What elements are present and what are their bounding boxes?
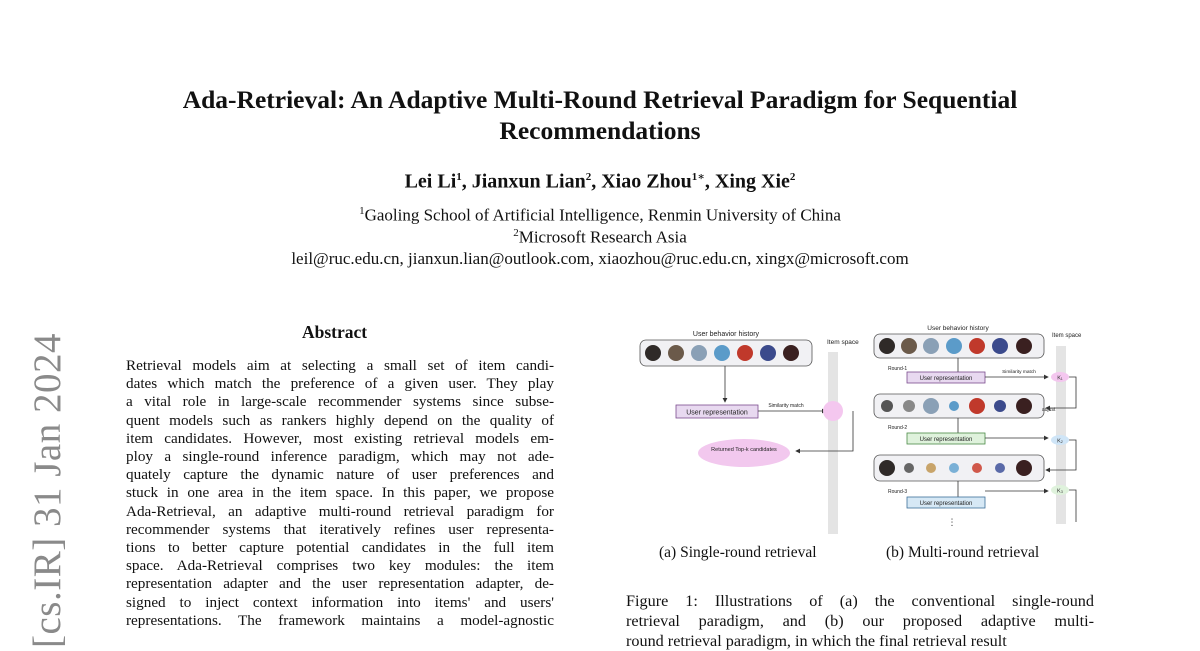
author-name: Xing Xie (714, 170, 790, 193)
avatar (1016, 460, 1032, 476)
author-list: Lei Li$^1$, Jianxun Lian$^2$, Xiao Zhou$^{1∗}$, Xing Xie$^2$ (404, 170, 796, 193)
abstract-line: space. Ada-Retrieval comprises two key modules: the item (126, 557, 554, 575)
avatar (1016, 398, 1032, 414)
abstract-line: dates which match the preference of a given user. They play (126, 375, 554, 393)
svg-text:User representation: User representation (919, 376, 973, 382)
avatar (926, 463, 936, 473)
abstract-line: representations. The framework maintains a model-agnostic (126, 611, 554, 629)
continuation-dots: ⋮ (947, 517, 957, 527)
arxiv-id-text: [cs.IR] 31 Jan 2024 (26, 333, 69, 648)
item-space-label-b: Item space (1052, 333, 1082, 339)
avatar (994, 400, 1006, 412)
abstract-line: quately capture the dynamic nature of user preferences and (126, 466, 554, 484)
avatar (969, 338, 985, 354)
author-name: Lei Li (404, 170, 457, 193)
subcaption-a: (a) Single-round retrieval (659, 544, 817, 561)
abstract-line: signed to inject context information into items' and users' (126, 593, 554, 611)
svg-text:K₁: K₁ (1057, 375, 1063, 382)
avatar (923, 338, 939, 354)
round-2-label: Round-2 (888, 425, 908, 431)
abstract-heading: Abstract (302, 322, 368, 342)
avatar (714, 345, 730, 361)
avatar (737, 345, 753, 361)
avatar (1016, 338, 1032, 354)
paper-title (100, 84, 1100, 146)
svg-text:User representation: User representation (919, 501, 973, 507)
abstract-line: item candidates. However, most existing retrieval models em- (126, 429, 554, 447)
round-3-label: Round-3 (888, 489, 908, 495)
arxiv-identifier (6, 318, 84, 648)
author-name: Jianxun Lian (471, 170, 586, 193)
subcaption-b: (b) Multi-round retrieval (886, 544, 1040, 561)
svg-text:K₂: K₂ (1057, 438, 1063, 445)
abstract-line: a vital role in large-scale recommender systems since subse- (126, 393, 554, 411)
abstract-line: stuck in one area in the item space. In this paper, we propose (126, 484, 554, 502)
email-list: leil@ruc.edu.cn, jianxun.lian@outlook.com, xiaozhou@ruc.edu.cn, xingx@microsoft.com (291, 249, 909, 268)
avatar (760, 345, 776, 361)
avatar (879, 460, 895, 476)
adjust-label: adjust (1042, 407, 1056, 413)
abstract-line: quent models such as rankers highly depend on the quality of (126, 411, 554, 429)
returned-cloud (698, 439, 790, 467)
caption-line: round retrieval paradigm, in which the final retrieval result (626, 632, 1007, 650)
avatar (972, 463, 982, 473)
abstract-line: Retrieval models aim at selecting a small set of item candi- (126, 357, 554, 374)
avatar (995, 463, 1005, 473)
avatar (691, 345, 707, 361)
returned-label: Returned Top-k candidates (711, 447, 777, 453)
avatar (904, 463, 914, 473)
svg-text:User representation: User representation (919, 437, 973, 443)
figure-1-diagram (636, 322, 1086, 540)
round-1-label: Round-1 (888, 366, 908, 372)
svg-text:K₃: K₃ (1057, 488, 1063, 495)
history-label-a: User behavior history (692, 331, 760, 338)
author-name: Xiao Zhou (601, 170, 692, 193)
avatar (881, 400, 893, 412)
item-space-label-a: Item space (827, 339, 859, 346)
similarity-label-a: Similarity match (768, 403, 804, 409)
avatar (668, 345, 684, 361)
avatar (923, 398, 939, 414)
avatar (901, 338, 917, 354)
avatar (949, 401, 959, 411)
affiliation-1: $^1$Gaoling School of Artificial Intelligence, Renmin University of China (359, 205, 841, 225)
author-sup: 1∗ (691, 171, 705, 183)
caption-line: Figure 1: Illustrations of (a) the conventional single-round (626, 592, 1094, 610)
abstract-line: Ada-Retrieval, an adaptive multi-round retrieval paradigm for (126, 502, 554, 520)
figure-caption (626, 591, 1094, 651)
avatar (949, 463, 959, 473)
author-sup: 2 (585, 171, 592, 183)
avatar (969, 398, 985, 414)
user-rep-label-a: User representation (686, 409, 748, 417)
avatar (783, 345, 799, 361)
abstract-body (126, 357, 554, 630)
avatar (879, 338, 895, 354)
item-space-bar-a (828, 352, 838, 534)
abstract-line: ploy a single-round inference paradigm, which may not ade- (126, 448, 554, 466)
author-sup: 1 (456, 171, 462, 183)
affiliation-2: $^2$Microsoft Research Asia (513, 227, 687, 247)
author-sup: 2 (789, 171, 796, 183)
abstract-line: representation adapter and the user representation adapter, de- (126, 575, 554, 593)
history-label-b: User behavior history (927, 325, 989, 332)
svg-text:Similarity match: Similarity match (1002, 370, 1036, 375)
avatar (946, 338, 962, 354)
abstract-line: tions to better capture potential candidates in the full item (126, 539, 554, 557)
title-line-2: Recommendations (499, 116, 701, 145)
title-line-1: Ada-Retrieval: An Adaptive Multi-Round Retrieval Paradigm for Sequential (182, 85, 1018, 114)
avatar (992, 338, 1008, 354)
caption-line: retrieval paradigm, and (b) our proposed adaptive multi- (626, 612, 1094, 630)
abstract-line: recommender systems that iteratively refines user representa- (126, 520, 554, 538)
avatar (645, 345, 661, 361)
candidate-region (823, 401, 843, 421)
avatar (903, 400, 915, 412)
